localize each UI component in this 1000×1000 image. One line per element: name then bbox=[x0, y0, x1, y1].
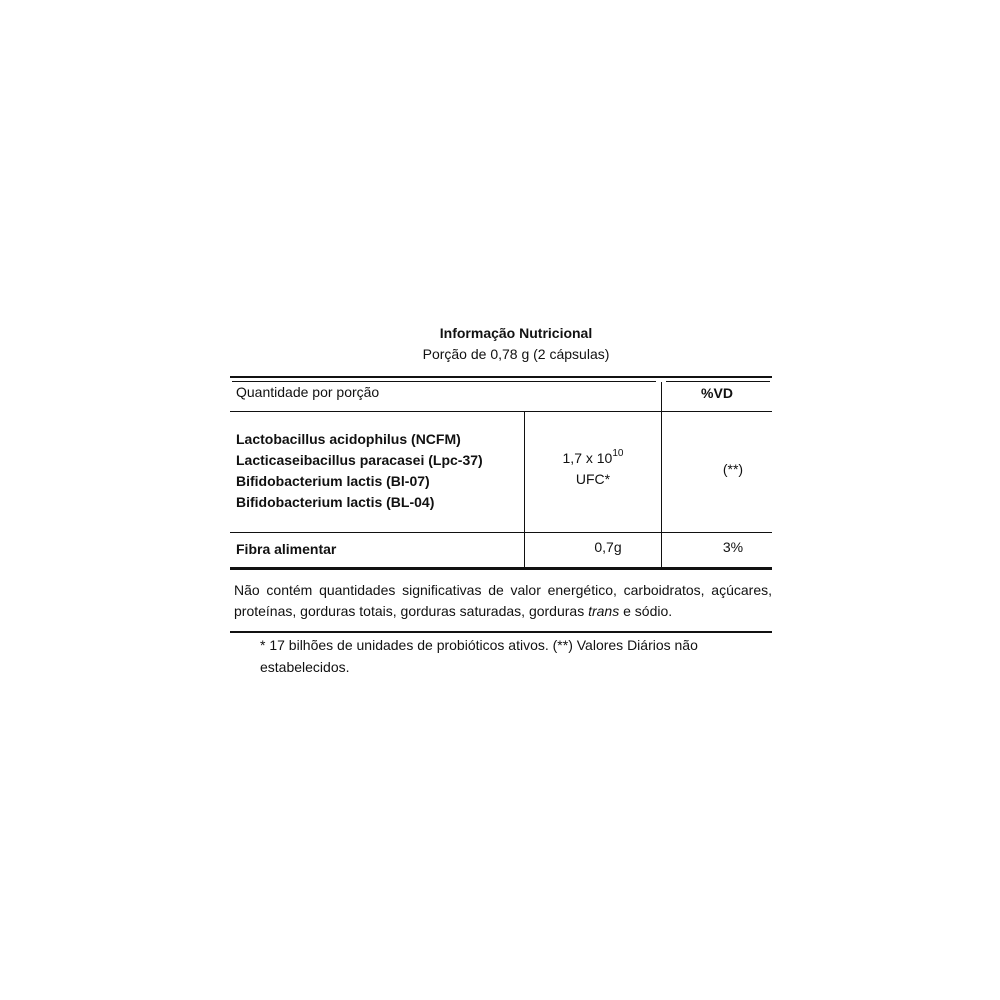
top-rule-thin-right bbox=[666, 381, 770, 382]
fiber-name: Fibra alimentar bbox=[236, 541, 337, 557]
notes-rule bbox=[230, 631, 772, 633]
not-significant-trans: trans bbox=[588, 603, 620, 619]
portion-size: Porção de 0,78 g (2 cápsulas) bbox=[422, 346, 610, 362]
bottom-rule-thick bbox=[230, 567, 772, 570]
probiotic-name-4: Bifidobacterium lactis (BL-04) bbox=[236, 494, 435, 510]
header-row-divider bbox=[230, 411, 772, 412]
label-title: Informação Nutricional bbox=[439, 325, 593, 341]
top-rule-thick bbox=[230, 376, 772, 378]
probiotic-amount-exponent: 10 bbox=[612, 448, 624, 460]
vd-header: %VD bbox=[701, 385, 733, 401]
probiotic-vd: (**) bbox=[722, 461, 744, 477]
fiber-vd: 3% bbox=[722, 539, 744, 555]
fiber-amount: 0,7g bbox=[594, 539, 622, 555]
not-significant-note bbox=[234, 580, 772, 622]
probiotic-amount-base: 1,7 x 10 bbox=[562, 450, 613, 466]
probiotic-amount-unit: UFC* bbox=[575, 471, 611, 487]
probiotic-name-1: Lactobacillus acidophilus (NCFM) bbox=[236, 431, 461, 447]
probiotics-row-divider bbox=[230, 532, 772, 533]
footnote: * 17 bilhões de unidades de probióticos ativos. (**) Valores Diários não estabelecidos. bbox=[260, 637, 698, 675]
probiotic-name-2: Lacticaseibacillus paracasei (Lpc-37) bbox=[236, 452, 483, 468]
not-significant-text: Não contém quantidades significativas de valor energético, carboidratos, açúcares, proteínas, gorduras totais, gorduras saturadas, gorduras bbox=[234, 582, 772, 619]
probiotic-name-3: Bifidobacterium lactis (Bl-07) bbox=[236, 473, 430, 489]
not-significant-end: e sódio. bbox=[623, 603, 673, 619]
probiotic-amount bbox=[525, 448, 661, 469]
quantity-header: Quantidade por porção bbox=[236, 384, 380, 400]
